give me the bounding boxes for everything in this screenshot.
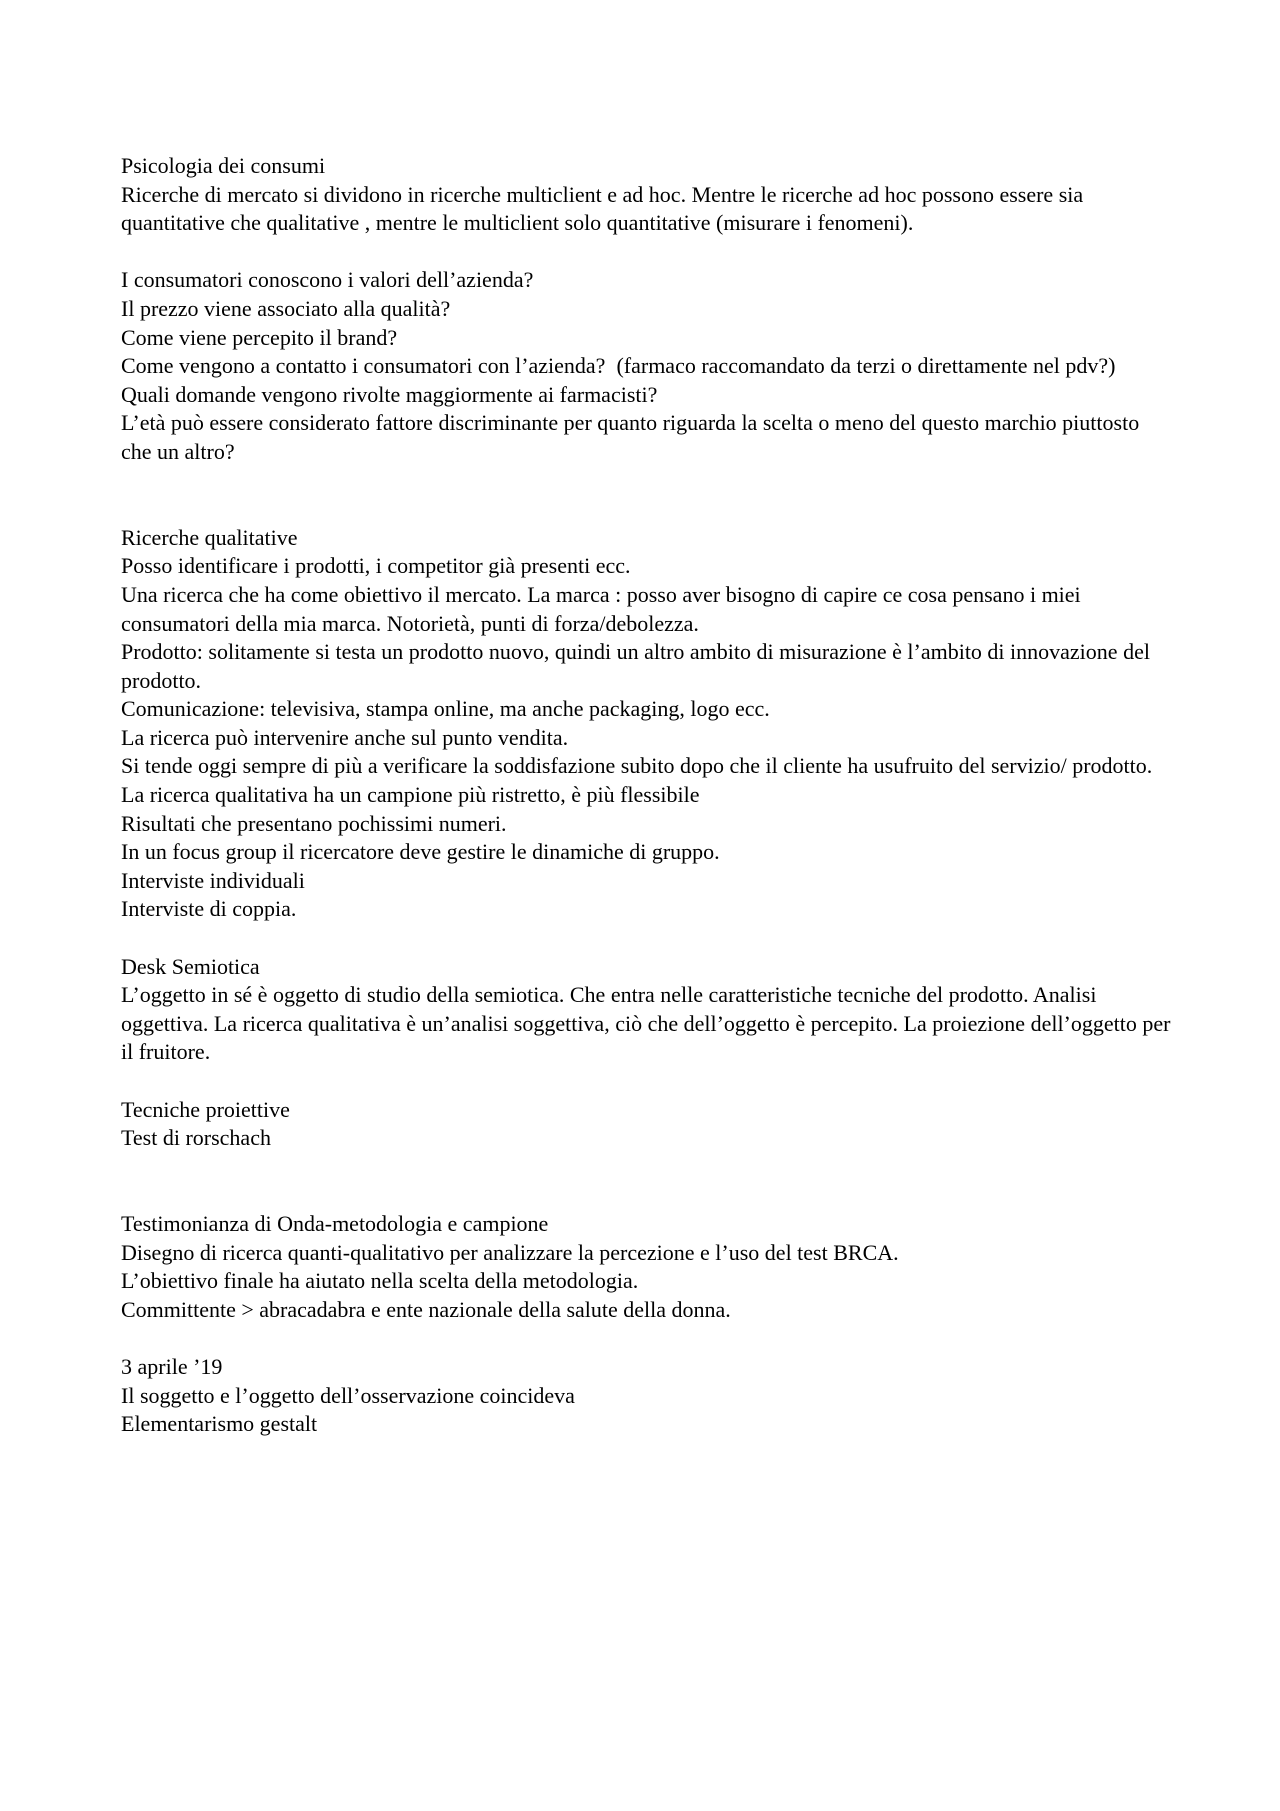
section-heading: Tecniche proiettive — [121, 1096, 290, 1122]
blank-lines — [121, 1153, 1171, 1210]
paragraph: In un focus group il ricercatore deve gestire le dinamiche di gruppo. — [121, 839, 720, 865]
section-ricerche-qualitative — [121, 524, 1171, 924]
section-heading: 3 aprile ’19 — [121, 1353, 223, 1379]
paragraph: L’oggetto in sé è oggetto di studio della semiotica. Che entra nelle caratteristiche tecniche del prodotto. Analisi oggettiva. La ricerca qualitativa è un’analisi soggettiva, ciò che dell’oggetto è percepito. La proiezione dell’oggetto per il fruitore. — [121, 982, 1176, 1065]
paragraph: Una ricerca che ha come obiettivo il mercato. La marca : posso aver bisogno di capire ce cosa pensano i miei consumatori della mia marca. Notorietà, punti di forza/debolezza. — [121, 581, 1087, 636]
blank-lines — [121, 467, 1171, 524]
paragraph: Interviste di coppia. — [121, 896, 297, 922]
question-line: Il prezzo viene associato alla qualità? — [121, 295, 451, 321]
paragraph: Prodotto: solitamente si testa un prodotto nuovo, quindi un altro ambito di misurazione è l’ambito di innovazione del prodotto. — [121, 639, 1156, 693]
blank-line — [121, 238, 1171, 267]
section-psicologia-dei-consumi — [121, 152, 1171, 238]
section-heading: Ricerche qualitative — [121, 524, 298, 550]
section-heading: Desk Semiotica — [121, 953, 260, 979]
section-testimonianza-onda — [121, 1210, 1171, 1324]
paragraph: Posso identificare i prodotti, i competitor già presenti ecc. — [121, 553, 631, 579]
paragraph: Si tende oggi sempre di più a verificare la soddisfazione subito dopo che il cliente ha usufruito del servizio/ prodotto. — [121, 753, 1153, 779]
question-line: L’età può essere considerato fattore discriminante per quanto riguarda la scelta o meno del questo marchio piuttosto che un altro? — [121, 410, 1145, 464]
paragraph: Comunicazione: televisiva, stampa online, ma anche packaging, logo ecc. — [121, 696, 770, 722]
paragraph: Test di rorschach — [121, 1125, 271, 1151]
paragraph: Interviste individuali — [121, 867, 305, 893]
blank-line — [121, 924, 1171, 953]
section-3-aprile — [121, 1353, 1171, 1439]
section-desk-semiotica — [121, 953, 1176, 1067]
section-heading: Testimonianza di Onda-metodologia e campione — [121, 1210, 549, 1236]
section-heading: Psicologia dei consumi — [121, 153, 326, 178]
question-line: I consumatori conoscono i valori dell’azienda? — [121, 267, 534, 293]
question-line: Come viene percepito il brand? — [121, 324, 398, 350]
paragraph: La ricerca può intervenire anche sul punto vendita. — [121, 724, 569, 750]
paragraph: Elementarismo gestalt — [121, 1411, 318, 1437]
paragraph: Ricerche di mercato si dividono in ricerche multiclient e ad hoc. Mentre le ricerche ad hoc possono essere sia quantitative che qualitative , mentre le multiclient solo quantitative (misurare i fenomeni). — [121, 181, 1089, 236]
section-tecniche-proiettive — [121, 1096, 1171, 1153]
paragraph: Risultati che presentano pochissimi numeri. — [121, 810, 507, 836]
paragraph: L’obiettivo finale ha aiutato nella scelta della metodologia. — [121, 1268, 639, 1294]
paragraph: Disegno di ricerca quanti-qualitativo per analizzare la percezione e l’uso del test BRCA. — [121, 1239, 899, 1265]
document-body — [121, 152, 1176, 1439]
section-questions — [121, 266, 1171, 466]
blank-line — [121, 1067, 1171, 1096]
paragraph: Committente > abracadabra e ente nazionale della salute della donna. — [121, 1296, 731, 1322]
question-line: Quali domande vengono rivolte maggiormente ai farmacisti? — [121, 381, 658, 407]
blank-line — [121, 1324, 1171, 1353]
question-line: Come vengono a contatto i consumatori con l’azienda? (farmaco raccomandato da terzi o direttamente nel pdv?) — [121, 353, 1116, 379]
paragraph: Il soggetto e l’oggetto dell’osservazione coincideva — [121, 1382, 575, 1408]
paragraph: La ricerca qualitativa ha un campione più ristretto, è più flessibile — [121, 782, 700, 808]
